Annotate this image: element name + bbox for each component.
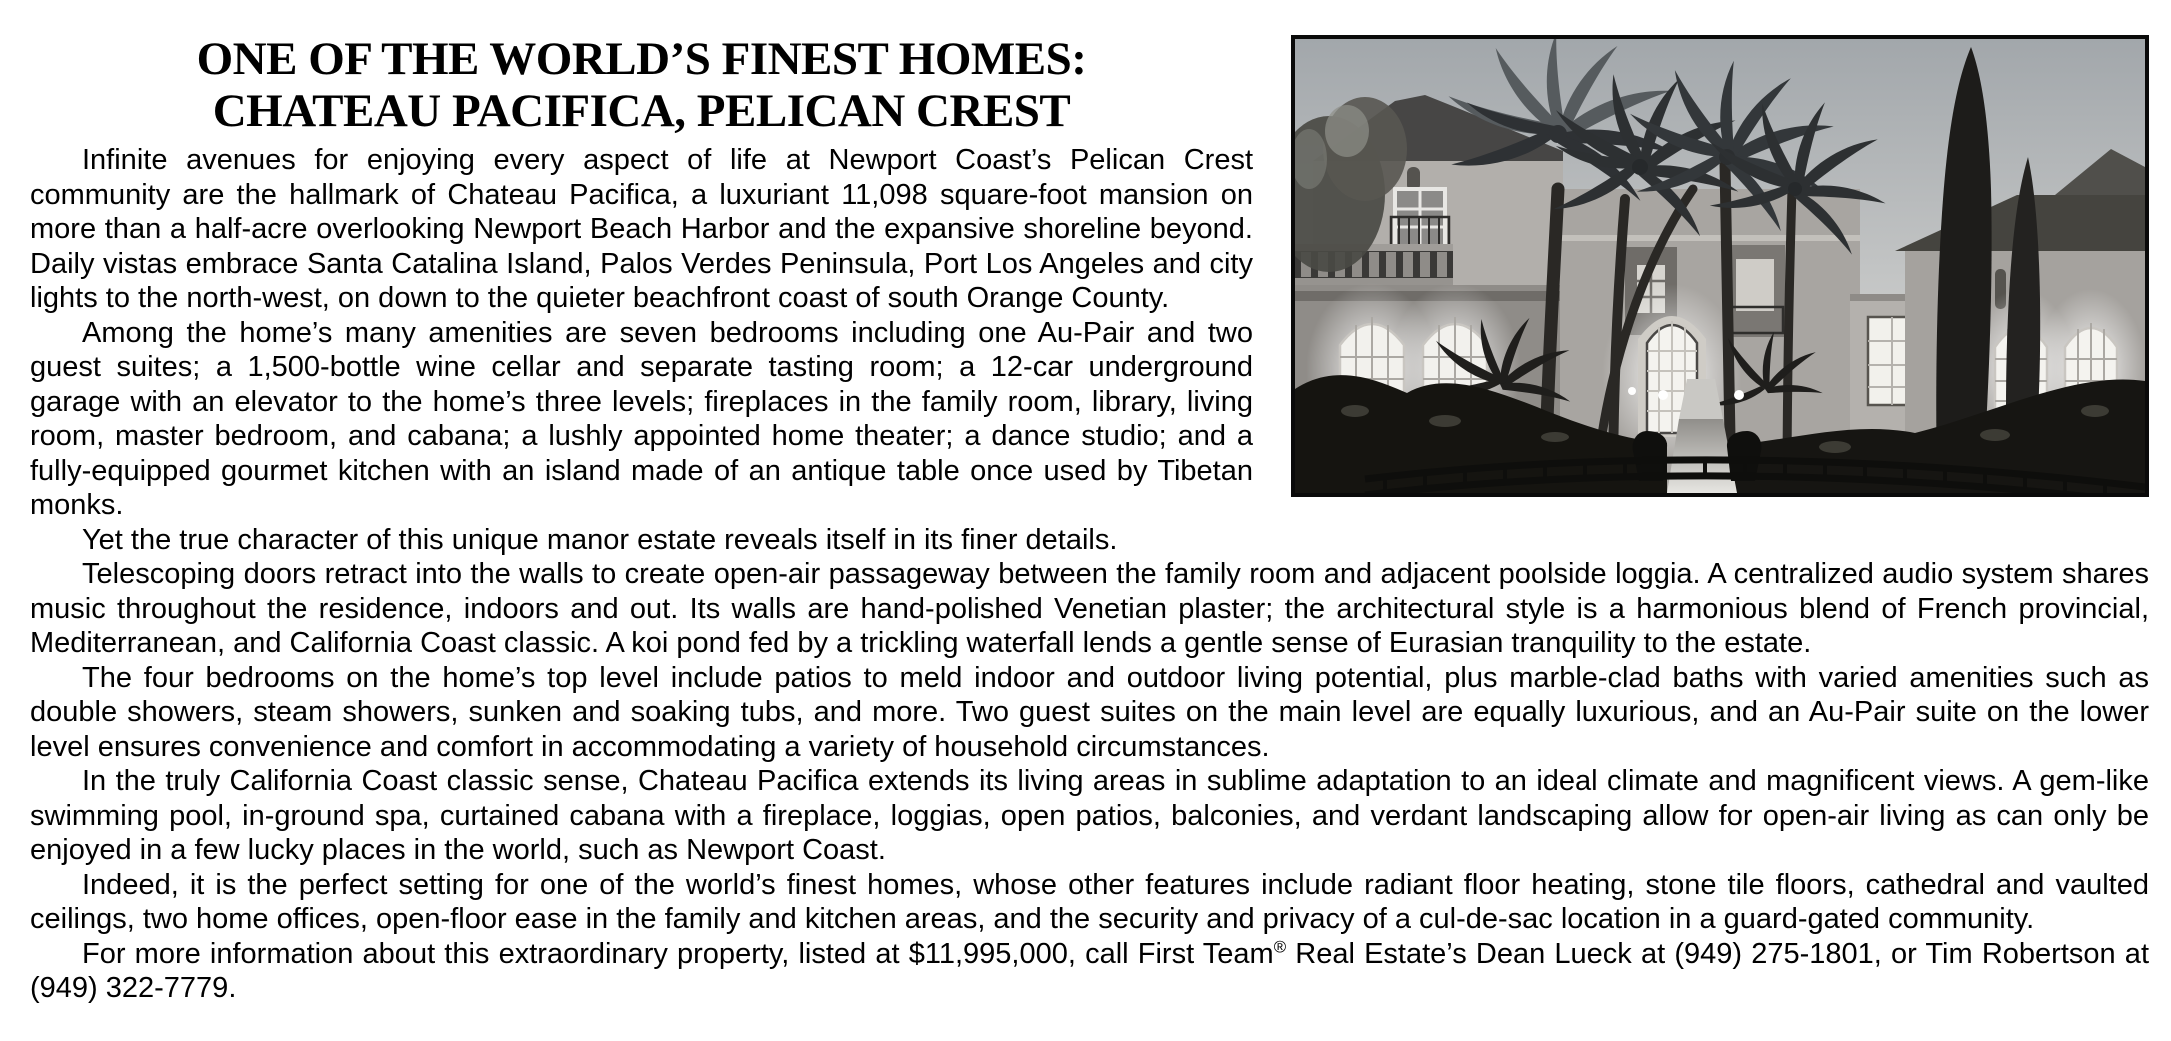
paragraph-contact: [30, 937, 2149, 1006]
paragraph-details: Telescoping doors retract into the walls to create open-air passageway between the family room and adjacent poolside loggia. A centralized audio system shares music throughout the residence, indoors and out. Its walls are hand-polished Venetian plaster; the architectural style is a harmonious blend of French provincial, Mediterranean, and California Coast classic. A koi pond fed by a trickling waterfall lends a gentle sense of Eurasian tranquility to the estate.: [30, 558, 2149, 659]
property-photo: [1291, 35, 2149, 497]
contact-text-after-reg: Real Estate’s Dean Lueck at (949) 275-1801, or Tim Robertson at (949) 322-7779.: [30, 937, 2149, 1004]
paragraph-outdoor: In the truly California Coast classic sense, Chateau Pacifica extends its living areas in sublime adaptation to an ideal climate and magnificent views. A gem-like swimming pool, in-ground spa, curtained cabana with a fireplace, loggias, open patios, balconies, and verdant landscaping allow for open-air living as can only be enjoyed in a few lucky places in the world, such as Newport Coast.: [30, 765, 2149, 866]
paragraph-features: Indeed, it is the perfect setting for one of the world’s finest homes, whose other features include radiant floor heating, stone tile floors, cathedral and vaulted ceilings, two home offices, open-floor ease in the family and kitchen areas, and the security and privacy of a cul-de-sac location in a guard-gated community.: [30, 868, 2149, 935]
headline-line-1: ONE OF THE WORLD’S FINEST HOMES:: [196, 33, 1087, 85]
mansion-photo-illustration: [1295, 39, 2145, 493]
paragraph-bedrooms: The four bedrooms on the home’s top level include patios to meld indoor and outdoor living potential, plus marble-clad baths with varied amenities such as double showers, steam showers, sunken and soaking tubs, and more. Two guest suites on the main level are equally luxurious, and an Au-Pair suite on the lower level ensures convenience and comfort in accommodating a variety of household circumstances.: [30, 661, 2149, 763]
registered-trademark-symbol: ®: [1273, 936, 1287, 956]
headline-line-2: CHATEAU PACIFICA, PELICAN CREST: [212, 85, 1071, 137]
paragraph-intro: Infinite avenues for enjoying every aspect of life at Newport Coast’s Pelican Crest community are the hallmark of Chateau Pacifica, a luxuriant 11,098 square-foot mansion on more than a half-acre overlooking Newport Beach Harbor and the expansive shoreline beyond. Daily vistas embrace Santa Catalina Island, Palos Verdes Peninsula, Port Los Angeles and city lights to the north-west, on down to the quieter beachfront coast of south Orange County.: [30, 144, 1253, 314]
contact-text-before-reg: For more information about this extraordinary property, listed at $11,995,000, call First Team: [82, 937, 1274, 970]
paragraph-amenities: Among the home’s many amenities are seven bedrooms including one Au-Pair and two guest suites; a 1,500-bottle wine cellar and separate tasting room; a 12-car underground garage with an elevator to the home’s three levels; fireplaces in the family room, library, living room, master bedroom, and cabana; a lushly appointed home theater; a dance studio; and a fully-equipped gourmet kitchen with an island made of an antique table once used by Tibetan monks.: [30, 316, 1253, 521]
paragraph-character: Yet the true character of this unique manor estate reveals itself in its finer details.: [82, 523, 1118, 556]
